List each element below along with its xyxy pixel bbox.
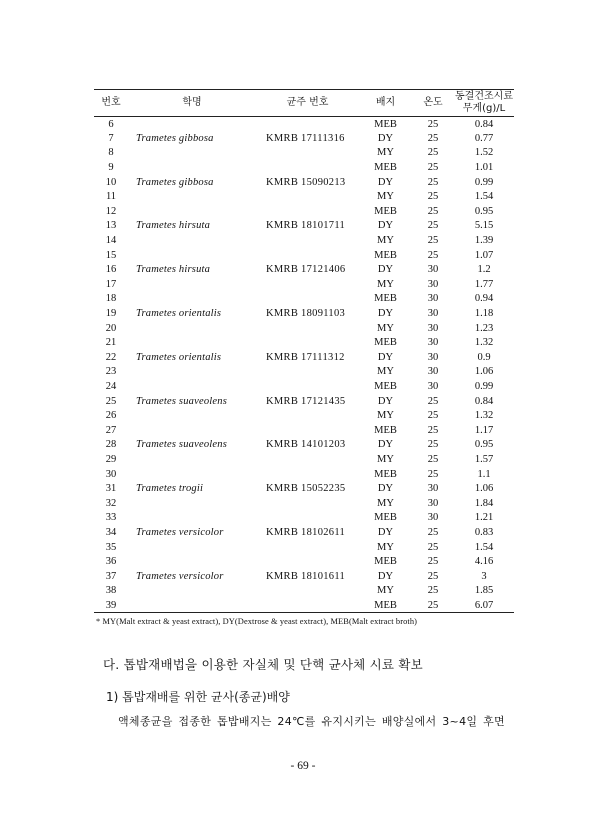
temperature-cell: 25 xyxy=(427,132,439,144)
table-row xyxy=(94,438,514,453)
medium-cell: MY xyxy=(377,541,394,553)
table-row xyxy=(94,525,514,540)
table-row xyxy=(94,262,514,277)
medium-cell: DY xyxy=(377,308,394,320)
species-name-cell xyxy=(128,554,256,569)
species-name-cell xyxy=(128,277,256,292)
species-name-cell: Trametes orientalis xyxy=(136,308,222,320)
table-row xyxy=(94,248,514,263)
medium-cell: MY xyxy=(377,191,394,203)
medium-cell: DY xyxy=(377,483,394,495)
medium-cell: MEB xyxy=(374,512,397,524)
temperature-cell: 25 xyxy=(427,220,439,232)
row-number-cell: 21 xyxy=(105,337,117,349)
dry-weight-cell: 0.77 xyxy=(474,132,494,144)
species-name-cell xyxy=(128,321,256,336)
species-name-cell: Trametes versicolor xyxy=(136,526,224,538)
body-paragraph: 액체종균을 접종한 톱밥배지는 24℃를 유지시키는 배양실에서 3~4일 후면 xyxy=(118,715,505,728)
strain-number-cell xyxy=(256,292,359,307)
table-header xyxy=(94,90,514,117)
strain-number-cell xyxy=(256,321,359,336)
table-row xyxy=(94,394,514,409)
strain-number-cell xyxy=(256,511,359,526)
table-row xyxy=(94,598,514,613)
strain-number-cell xyxy=(256,467,359,482)
row-number-cell: 31 xyxy=(105,483,117,495)
medium-cell: MY xyxy=(377,497,394,509)
temperature-cell: 25 xyxy=(427,541,439,553)
dry-weight-cell: 0.83 xyxy=(474,526,494,538)
temperature-cell: 25 xyxy=(427,599,439,611)
row-number-cell: 19 xyxy=(105,308,117,320)
section-heading: 다. 톱밥재배법을 이용한 자실체 및 단핵 균사체 시료 확보 xyxy=(103,657,423,672)
medium-cell: DY xyxy=(377,176,394,188)
dry-weight-cell: 1.52 xyxy=(474,147,494,159)
dry-weight-cell: 1.17 xyxy=(474,424,494,436)
table-row xyxy=(94,350,514,365)
species-name-cell: Trametes trogii xyxy=(136,483,204,495)
table-row xyxy=(94,189,514,204)
temperature-cell: 25 xyxy=(427,556,439,568)
strain-number-cell xyxy=(256,160,359,175)
row-number-cell: 20 xyxy=(105,322,117,334)
species-name-cell xyxy=(128,540,256,555)
dry-weight-cell: 5.15 xyxy=(474,220,494,232)
species-name-cell: Trametes suaveolens xyxy=(136,395,227,407)
strain-number-cell xyxy=(256,117,359,132)
temperature-cell: 25 xyxy=(427,162,439,174)
page-number: - 69 - xyxy=(290,760,316,772)
strain-number-cell: KMRB 14101203 xyxy=(266,439,346,451)
medium-cell: MY xyxy=(377,366,394,378)
temperature-cell: 30 xyxy=(427,264,439,276)
table-row xyxy=(94,423,514,438)
medium-cell: MEB xyxy=(374,380,397,392)
medium-cell: MY xyxy=(377,322,394,334)
row-number-cell: 13 xyxy=(105,220,117,232)
table-row xyxy=(94,117,514,132)
dry-weight-cell: 0.95 xyxy=(474,439,494,451)
species-name-cell xyxy=(128,496,256,511)
table-row xyxy=(94,219,514,234)
temperature-cell: 30 xyxy=(427,293,439,305)
dry-weight-cell: 1.06 xyxy=(474,366,494,378)
species-name-cell: Trametes gibbosa xyxy=(136,176,214,188)
temperature-cell: 30 xyxy=(427,512,439,524)
dry-weight-cell: 1.2 xyxy=(477,264,491,276)
strain-number-cell: KMRB 18102611 xyxy=(266,526,346,538)
medium-cell: DY xyxy=(377,132,394,144)
species-name-cell xyxy=(128,248,256,263)
strain-number-cell xyxy=(256,277,359,292)
row-number-cell: 12 xyxy=(105,205,117,217)
species-name-cell xyxy=(128,598,256,613)
species-name-cell xyxy=(128,160,256,175)
medium-cell: MY xyxy=(377,585,394,597)
species-name-cell xyxy=(128,233,256,248)
dry-weight-cell: 1.1 xyxy=(477,468,491,480)
table-row xyxy=(94,335,514,350)
strain-number-cell xyxy=(256,146,359,161)
table-row xyxy=(94,408,514,423)
row-number-cell: 25 xyxy=(105,395,117,407)
row-number-cell: 14 xyxy=(105,235,117,247)
strain-number-cell xyxy=(256,365,359,380)
row-number-cell: 24 xyxy=(105,380,117,392)
row-number-cell: 18 xyxy=(105,293,117,305)
temperature-cell: 25 xyxy=(427,439,439,451)
row-number-cell: 6 xyxy=(108,118,114,130)
row-number-cell: 34 xyxy=(105,526,117,538)
table-row xyxy=(94,306,514,321)
subsection-heading: 1) 톱밥재배를 위한 균사(종균)배양 xyxy=(106,690,290,704)
temperature-cell: 25 xyxy=(427,526,439,538)
strain-number-cell xyxy=(256,452,359,467)
species-name-cell xyxy=(128,365,256,380)
medium-cell: MEB xyxy=(374,205,397,217)
medium-cell: MEB xyxy=(374,293,397,305)
row-number-cell: 15 xyxy=(105,249,117,261)
row-number-cell: 23 xyxy=(105,366,117,378)
species-name-cell: Trametes orientalis xyxy=(136,351,222,363)
strain-number-cell: KMRB 17111312 xyxy=(266,351,345,363)
temperature-cell: 30 xyxy=(427,322,439,334)
medium-cell: DY xyxy=(377,264,394,276)
table-row xyxy=(94,452,514,467)
table-row xyxy=(94,379,514,394)
medium-cell: MEB xyxy=(374,162,397,174)
dry-weight-cell: 1.54 xyxy=(474,191,494,203)
dry-weight-cell: 3 xyxy=(481,570,487,582)
table-row xyxy=(94,175,514,190)
table-row xyxy=(94,540,514,555)
temperature-cell: 25 xyxy=(427,118,439,130)
strain-number-cell: KMRB 18101611 xyxy=(266,570,346,582)
medium-cell: MY xyxy=(377,453,394,465)
dry-weight-cell: 1.32 xyxy=(474,337,494,349)
row-number-cell: 32 xyxy=(105,497,117,509)
header-weight xyxy=(454,90,514,117)
species-name-cell xyxy=(128,117,256,132)
dry-weight-cell: 0.99 xyxy=(474,176,494,188)
species-name-cell xyxy=(128,423,256,438)
row-number-cell: 37 xyxy=(105,570,117,582)
row-number-cell: 35 xyxy=(105,541,117,553)
strain-table xyxy=(94,89,514,613)
strain-number-cell xyxy=(256,540,359,555)
dry-weight-cell: 6.07 xyxy=(474,599,494,611)
temperature-cell: 25 xyxy=(427,453,439,465)
row-number-cell: 16 xyxy=(105,264,117,276)
medium-cell: MEB xyxy=(374,118,397,130)
medium-cell: MEB xyxy=(374,468,397,480)
table-row xyxy=(94,467,514,482)
table-row xyxy=(94,292,514,307)
table-row xyxy=(94,584,514,599)
temperature-cell: 30 xyxy=(427,380,439,392)
temperature-cell: 25 xyxy=(427,176,439,188)
temperature-cell: 25 xyxy=(427,191,439,203)
dry-weight-cell: 0.9 xyxy=(477,351,491,363)
temperature-cell: 25 xyxy=(427,468,439,480)
dry-weight-cell: 1.84 xyxy=(474,497,494,509)
medium-cell: MEB xyxy=(374,337,397,349)
species-name-cell: Trametes hirsuta xyxy=(136,220,211,232)
table-row xyxy=(94,481,514,496)
dry-weight-cell: 1.23 xyxy=(474,322,494,334)
dry-weight-cell: 0.84 xyxy=(474,395,494,407)
species-name-cell: Trametes hirsuta xyxy=(136,264,211,276)
row-number-cell: 28 xyxy=(105,439,117,451)
strain-number-cell xyxy=(256,248,359,263)
species-name-cell: Trametes gibbosa xyxy=(136,132,214,144)
table-row xyxy=(94,569,514,584)
dry-weight-cell: 1.21 xyxy=(474,512,494,524)
row-number-cell: 8 xyxy=(108,147,114,159)
row-number-cell: 26 xyxy=(105,410,117,422)
row-number-cell: 38 xyxy=(105,585,117,597)
dry-weight-cell: 1.54 xyxy=(474,541,494,553)
strain-number-cell: KMRB 17121406 xyxy=(266,264,346,276)
temperature-cell: 30 xyxy=(427,308,439,320)
medium-cell: DY xyxy=(377,439,394,451)
table-footnote: * MY(Malt extract & yeast extract), DY(Dextrose & yeast extract), MEB(Malt extract broth) xyxy=(96,617,417,626)
table-row xyxy=(94,365,514,380)
temperature-cell: 30 xyxy=(427,337,439,349)
medium-cell: DY xyxy=(377,220,394,232)
medium-cell: MY xyxy=(377,147,394,159)
dry-weight-cell: 1.06 xyxy=(474,483,494,495)
temperature-cell: 30 xyxy=(427,278,439,290)
row-number-cell: 11 xyxy=(105,191,117,203)
dry-weight-cell: 1.85 xyxy=(474,585,494,597)
species-name-cell xyxy=(128,584,256,599)
species-name-cell xyxy=(128,146,256,161)
table-row xyxy=(94,496,514,511)
strain-number-cell: KMRB 18091103 xyxy=(266,308,346,320)
row-number-cell: 30 xyxy=(105,468,117,480)
strain-number-cell xyxy=(256,554,359,569)
strain-number-cell xyxy=(256,204,359,219)
dry-weight-cell: 1.57 xyxy=(474,453,494,465)
dry-weight-cell: 1.77 xyxy=(474,278,494,290)
dry-weight-cell: 1.01 xyxy=(474,162,494,174)
header-weight-line1: 동결건조시료 xyxy=(455,91,513,102)
species-name-cell xyxy=(128,467,256,482)
temperature-cell: 30 xyxy=(427,366,439,378)
temperature-cell: 30 xyxy=(427,351,439,363)
row-number-cell: 10 xyxy=(105,176,117,188)
medium-cell: MEB xyxy=(374,556,397,568)
table-row xyxy=(94,554,514,569)
strain-number-cell xyxy=(256,408,359,423)
table-row xyxy=(94,233,514,248)
species-name-cell xyxy=(128,335,256,350)
strain-number-cell xyxy=(256,598,359,613)
medium-cell: MEB xyxy=(374,249,397,261)
header-species: 학명 xyxy=(182,97,202,108)
table-row xyxy=(94,321,514,336)
medium-cell: DY xyxy=(377,395,394,407)
medium-cell: MY xyxy=(377,235,394,247)
strain-number-cell xyxy=(256,584,359,599)
temperature-cell: 25 xyxy=(427,249,439,261)
dry-weight-cell: 1.39 xyxy=(474,235,494,247)
header-temp: 온도 xyxy=(423,97,443,108)
header-strain: 균주 번호 xyxy=(286,97,329,108)
strain-number-cell xyxy=(256,496,359,511)
strain-number-cell xyxy=(256,423,359,438)
species-name-cell xyxy=(128,452,256,467)
species-name-cell xyxy=(128,292,256,307)
medium-cell: MEB xyxy=(374,424,397,436)
medium-cell: DY xyxy=(377,526,394,538)
temperature-cell: 25 xyxy=(427,424,439,436)
row-number-cell: 39 xyxy=(105,599,117,611)
dry-weight-cell: 0.84 xyxy=(474,118,494,130)
header-weight-line2: 무게(g)/L xyxy=(462,103,506,114)
temperature-cell: 25 xyxy=(427,147,439,159)
species-name-cell xyxy=(128,189,256,204)
dry-weight-cell: 1.32 xyxy=(474,410,494,422)
dry-weight-cell: 0.94 xyxy=(474,293,494,305)
table-row xyxy=(94,160,514,175)
strain-number-cell xyxy=(256,189,359,204)
medium-cell: MY xyxy=(377,278,394,290)
dry-weight-cell: 0.99 xyxy=(474,380,494,392)
row-number-cell: 33 xyxy=(105,512,117,524)
table-body xyxy=(94,117,514,613)
row-number-cell: 17 xyxy=(105,278,117,290)
row-number-cell: 27 xyxy=(105,424,117,436)
medium-cell: DY xyxy=(377,570,394,582)
temperature-cell: 25 xyxy=(427,395,439,407)
row-number-cell: 36 xyxy=(105,556,117,568)
strain-number-cell: KMRB 15090213 xyxy=(266,176,346,188)
row-number-cell: 7 xyxy=(108,132,114,144)
strain-number-cell xyxy=(256,233,359,248)
row-number-cell: 22 xyxy=(105,351,117,363)
table-row xyxy=(94,131,514,146)
strain-number-cell: KMRB 17121435 xyxy=(266,395,346,407)
header-no: 번호 xyxy=(101,97,121,108)
dry-weight-cell: 1.07 xyxy=(474,249,494,261)
temperature-cell: 25 xyxy=(427,205,439,217)
species-name-cell xyxy=(128,511,256,526)
table-row xyxy=(94,277,514,292)
medium-cell: DY xyxy=(377,351,394,363)
strain-number-cell xyxy=(256,335,359,350)
species-name-cell: Trametes versicolor xyxy=(136,570,224,582)
strain-number-cell: KMRB 15052235 xyxy=(266,483,346,495)
dry-weight-cell: 1.18 xyxy=(474,308,494,320)
row-number-cell: 9 xyxy=(108,162,114,174)
temperature-cell: 25 xyxy=(427,235,439,247)
species-name-cell xyxy=(128,379,256,394)
table-row xyxy=(94,146,514,161)
species-name-cell: Trametes suaveolens xyxy=(136,439,227,451)
dry-weight-cell: 4.16 xyxy=(474,556,494,568)
temperature-cell: 30 xyxy=(427,483,439,495)
strain-number-cell: KMRB 17111316 xyxy=(266,132,345,144)
table-row xyxy=(94,511,514,526)
row-number-cell: 29 xyxy=(105,453,117,465)
species-name-cell xyxy=(128,204,256,219)
strain-number-cell: KMRB 18101711 xyxy=(266,220,346,232)
header-medium: 배지 xyxy=(375,97,396,108)
medium-cell: MEB xyxy=(374,599,397,611)
temperature-cell: 25 xyxy=(427,410,439,422)
dry-weight-cell: 0.95 xyxy=(474,205,494,217)
temperature-cell: 25 xyxy=(427,585,439,597)
medium-cell: MY xyxy=(377,410,394,422)
temperature-cell: 30 xyxy=(427,497,439,509)
table-row xyxy=(94,204,514,219)
strain-number-cell xyxy=(256,379,359,394)
species-name-cell xyxy=(128,408,256,423)
temperature-cell: 25 xyxy=(427,570,439,582)
